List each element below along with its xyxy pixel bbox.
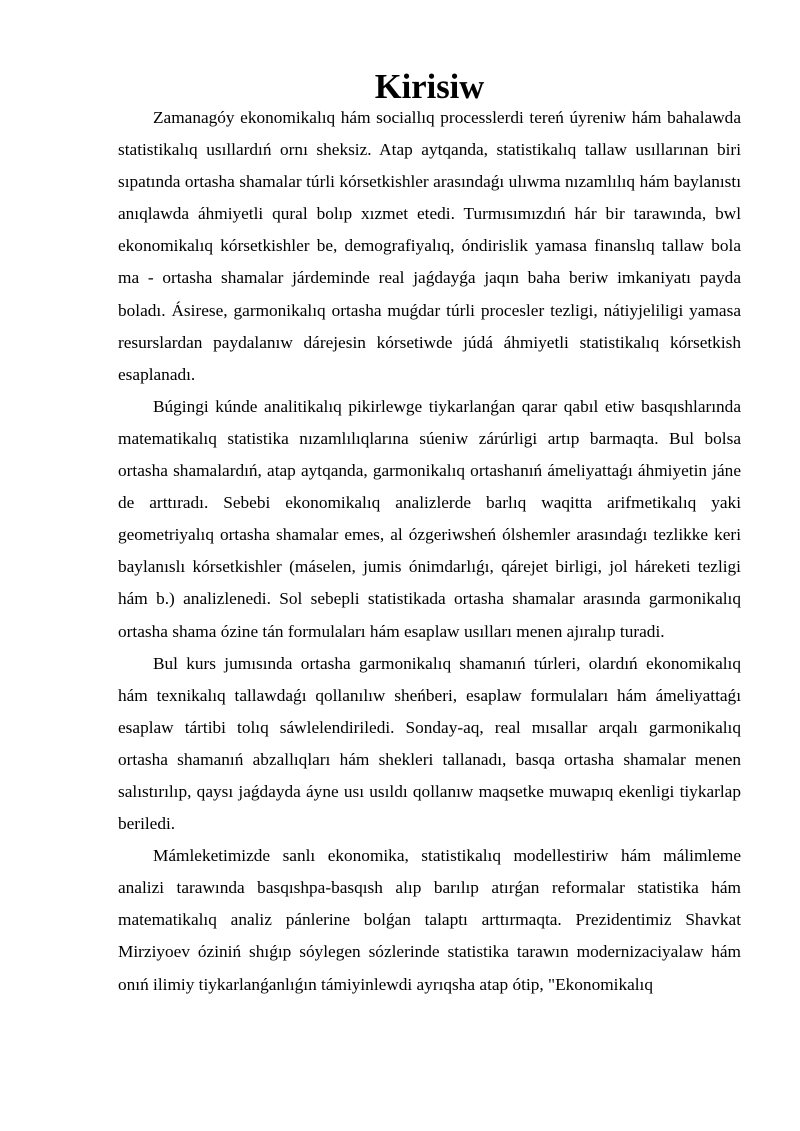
document-page — [118, 68, 741, 1001]
page-title: Kirisiw — [374, 68, 485, 106]
paragraph-4: Mámleketimizde sanlı ekonomika, statistikalıq modellestiriw hám málimleme analizi tarawında basqıshpa-basqısh alıp barılıp atırǵan reformalar statistika hám matematikalıq analiz pánlerine bolǵan talaptı arttırmaqta. Prezidentimiz Shavkat Mirziyoev óziniń shıǵıp sóylegen sózlerinde statistika tarawın modernizaciyalaw hám onıń ilimiy tiykarlanǵanlıǵın támiyinlewdi ayrıqsha atap ótip, "Ekonomikalıq — [118, 846, 741, 994]
paragraph-3: Bul kurs jumısında ortasha garmonikalıq shamanıń túrleri, olardıń ekonomikalıq hám texnikalıq tallawdaǵı qollanılıw sheńberi, esaplaw formulaları hám ámeliyattaǵı esaplaw tártibi tolıq sáwlelendiriledi. Sonday-aq, real mısallar arqalı garmonikalıq ortasha shamanıń abzallıqları hám shekleri tallanadı, basqa ortasha shamalar menen salıstırılıp, qaysı jaǵdayda áyne usı usıldı qollanıw maqsetke muwapıq ekenligi tiykarlap beriledi. — [118, 653, 741, 834]
paragraph-2: Búgingi kúnde analitikalıq pikirlewge tiykarlanǵan qarar qabıl etiw basqıshlarında matematikalıq statistika nızamlılıqlarına súeniw zárúrligi artıp barmaqta. Bul bolsa ortasha shamalardıń, atap aytqanda, garmonikalıq ortashanıń ámeliyattaǵı áhmiyetin jáne de arttıradı. Sebebi ekonomikalıq analizlerde barlıq waqitta arifmetikalıq yaki geometriyalıq ortasha shamalar emes, al ózgeriwsheń ólshemler arasındaǵı tezlikke keri baylanıslı kórsetkishler (máselen, jumis ónimdarlıǵı, qárejet birligi, jol háreketi tezligi hám b.) analizlenedi. Sol sebepli statistikada ortasha shamalar arasında garmonikalıq ortasha shama ózine tán formulaları hám esaplaw usılları menen ajıralıp turadi. — [118, 396, 741, 641]
paragraph-1: Zamanagóy ekonomikalıq hám sociallıq processlerdi tereń úyreniw hám bahalawda statistikalıq usıllardıń ornı sheksiz. Atap aytqanda, statistikalıq tallaw usıllarınan biri sıpatında ortasha shamalar túrli kórsetkishler arasındaǵı ulıwma nızamlılıq hám baylanıstı anıqlawda áhmiyetli qural bolıp xızmet etedi. Turmısımızdıń hár bir tarawında, bwl ekonomikalıq kórsetkishler be, demografiyalıq, óndirislik yamasa finanslıq tallaw bola ma - ortasha shamalar járdeminde real jaǵdayǵa jaqın baha beriw imkaniyatı payda boladı. Ásirese, garmonikalıq ortasha muǵdar túrli procesler tezligi, nátiyjeliligi yamasa resurslardan paydalanıw dárejesin kórsetiwde júdá áhmiyetli statistikalıq kórsetkish esaplanadı. — [118, 108, 741, 384]
